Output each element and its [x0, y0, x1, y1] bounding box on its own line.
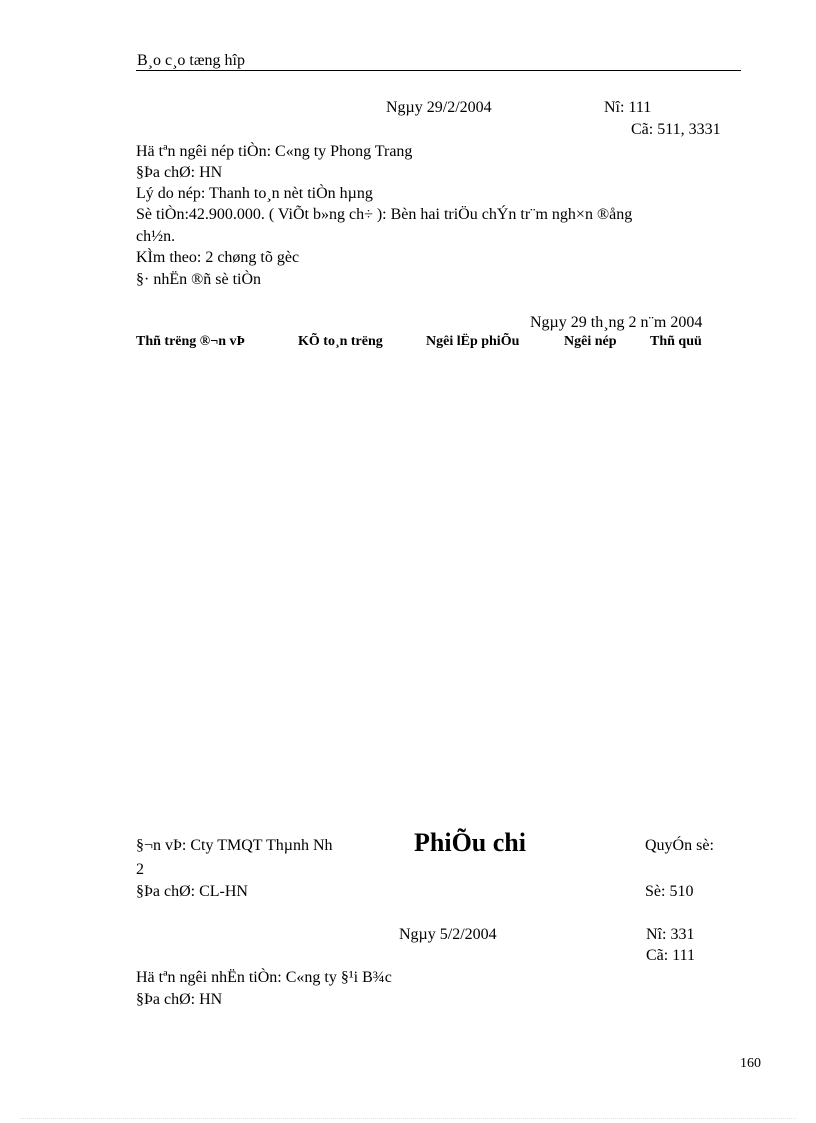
voucher-book-no: QuyÓn sè:: [645, 837, 714, 854]
signature-payer: Ngêi nép: [564, 334, 617, 349]
signature-treasurer: Thñ quü: [650, 334, 702, 349]
signature-preparer: Ngêi lËp phiÕu: [426, 334, 520, 349]
voucher-credit: Cã: 111: [646, 947, 696, 964]
signature-unit-head: Thñ trëng ®¬n vÞ: [136, 334, 246, 349]
voucher-unit-cont: 2: [136, 861, 144, 878]
receipt-date: Ngµy 29/2/2004: [386, 99, 492, 116]
signature-chief-accountant: KÕ to¸n trëng: [298, 334, 383, 349]
receipt-debit: Nî: 111: [604, 99, 652, 116]
receipt-reason: Lý do nép: Thanh to¸n nèt tiÒn hµng: [136, 185, 373, 202]
receipt-credit: Cã: 511, 3331: [631, 121, 721, 138]
receipt-amount-line1: Sè tiÒn:42.900.000. ( ViÕt b»ng ch÷ ): Bèn hai triÖu chÝn tr¨m ngh×n ®ång: [136, 206, 633, 223]
footer-divider: [20, 1118, 796, 1119]
receipt-amount-line2: ch½n.: [136, 228, 176, 245]
voucher-title: PhiÕu chi: [414, 828, 526, 857]
receipt-attached: KÌm theo: 2 chøng tõ gèc: [136, 249, 300, 266]
voucher-receiver: Hä tªn ngêi nhËn tiÒn: C«ng ty §¹i B¾c: [136, 969, 392, 986]
report-header-title: B¸o c¸o tæng hîp: [137, 52, 245, 69]
voucher-unit: §¬n vÞ: Cty TMQT Thµnh Nh: [136, 837, 333, 854]
receipt-payer: Hä tªn ngêi nép tiÒn: C«ng ty Phong Trang: [136, 143, 413, 160]
voucher-date: Ngµy 5/2/2004: [399, 926, 497, 943]
receipt-address: §Þa chØ: HN: [136, 164, 223, 181]
voucher-address: §Þa chØ: CL-HN: [136, 883, 248, 900]
voucher-debit: Nî: 331: [646, 926, 695, 943]
receipt-received: §· nhËn ®ñ sè tiÒn: [136, 271, 262, 288]
receipt-sign-date: Ngµy 29 th¸ng 2 n¨m 2004: [530, 314, 703, 331]
voucher-number: Sè: 510: [645, 883, 694, 900]
header-rule: [136, 70, 741, 71]
voucher-receiver-address: §Þa chØ: HN: [136, 991, 223, 1008]
page-number: 160: [740, 1056, 761, 1071]
